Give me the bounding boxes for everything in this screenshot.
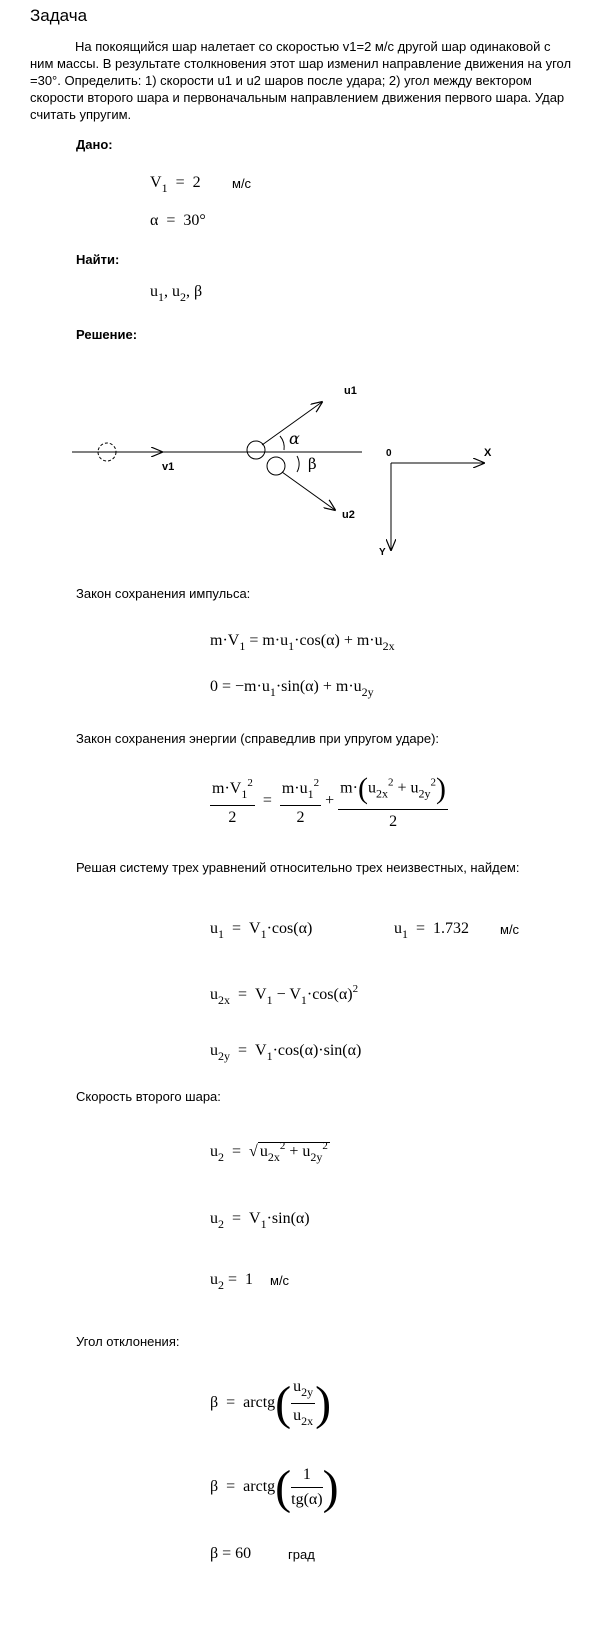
u1-formula: $u_1 = V_1\cdot\cos(\alpha)$ xyxy=(210,920,313,941)
u1-label: u1 xyxy=(344,385,357,397)
u2-sqrt-formula: $u_2$ = √ $u_{2x}^2 + u_{2y}^2$ xyxy=(210,1140,328,1164)
momentum-heading: Закон сохранения импульса: xyxy=(76,586,251,601)
find-label: Найти: xyxy=(76,252,120,267)
ball-1 xyxy=(247,441,265,459)
given-v1-unit: м/с xyxy=(232,176,252,191)
u2-result: $u_2 = 1$ xyxy=(210,1271,254,1292)
momentum-eq-y: $0 = -m\cdot u_1\cdot\sin(\alpha) + m\cdot u_{2y}$ xyxy=(210,678,374,699)
alpha-arc xyxy=(280,436,284,450)
solution-label: Решение: xyxy=(76,327,138,342)
u1-unit: м/с xyxy=(500,922,520,937)
u2x-formula: $u_{2x} = V_1 - V_1\cdot\cos(\alpha)^2$ xyxy=(210,983,359,1007)
beta-symbol: β xyxy=(308,455,317,473)
u2y-formula: $u_{2y} = V_1\cdot\cos(\alpha)\cdot\sin(\alpha)$ xyxy=(210,1042,362,1063)
given-v1: $V_1 = 2$ xyxy=(150,174,201,195)
beta-formula-1: β = arctg( $\frac{u_{2y}}{u_{2x}}$ ) xyxy=(210,1377,332,1430)
v1-label: v1 xyxy=(162,461,175,473)
momentum-eq-x: $m\cdot V_1 = m\cdot u_1\cdot\cos(\alpha) + m\cdot u_{2x}$ xyxy=(210,632,395,653)
beta-formula-2: β = arctg( $\frac{1}{tg(\alpha)}$ ) xyxy=(210,1461,339,1514)
u2-arrow xyxy=(282,472,335,510)
y-label: Y xyxy=(379,547,386,558)
u2-formula: $u_2 = V_1\cdot\sin(\alpha)$ xyxy=(210,1210,310,1231)
beta-unit: град xyxy=(288,1547,315,1562)
u2-label: u2 xyxy=(342,509,355,521)
alpha-symbol: α xyxy=(289,429,300,448)
page-title: Задача xyxy=(30,6,88,25)
beta-result: β = 60 xyxy=(210,1545,252,1562)
x-label: X xyxy=(484,447,492,459)
problem-text: На покоящийся шар налетает со скоростью v1=2 м/с другой шар одинаковой с ним массы. В результате столкновения этот шар изменил направление движения на угол =30°. Определить: 1) скорости u1 и u2 шаров после удара; 2) угол между вектором скорости второго шара и первоначальным направлением движения первого шара. Удар считать упругим. xyxy=(30,39,572,122)
u2-unit: м/с xyxy=(270,1273,290,1288)
given-label: Дано: xyxy=(76,137,113,152)
collision-diagram xyxy=(0,370,614,570)
angle-heading: Угол отклонения: xyxy=(76,1334,180,1349)
u1-result: $u_1 = 1.732$ xyxy=(394,920,470,941)
solving-heading: Решая систему трех уравнений относительно трех неизвестных, найдем: xyxy=(76,860,520,875)
find-unknowns: $u_1$, $u_2$, β xyxy=(150,283,203,304)
origin-label: 0 xyxy=(386,448,392,459)
energy-heading: Закон сохранения энергии (справедлив при упругом ударе): xyxy=(76,731,440,746)
speed2-heading: Скорость второго шара: xyxy=(76,1089,221,1104)
given-alpha: α = 30° xyxy=(150,212,206,229)
energy-eq: $\frac{m\cdot V_1^2}{2}$ = $\frac{m\cdot u_1^2}{2}$ + $\frac{m\cdot(u_{2x}^2 + u_{2y}^2)}{2}$ xyxy=(212,772,446,830)
beta-arc xyxy=(297,456,299,472)
